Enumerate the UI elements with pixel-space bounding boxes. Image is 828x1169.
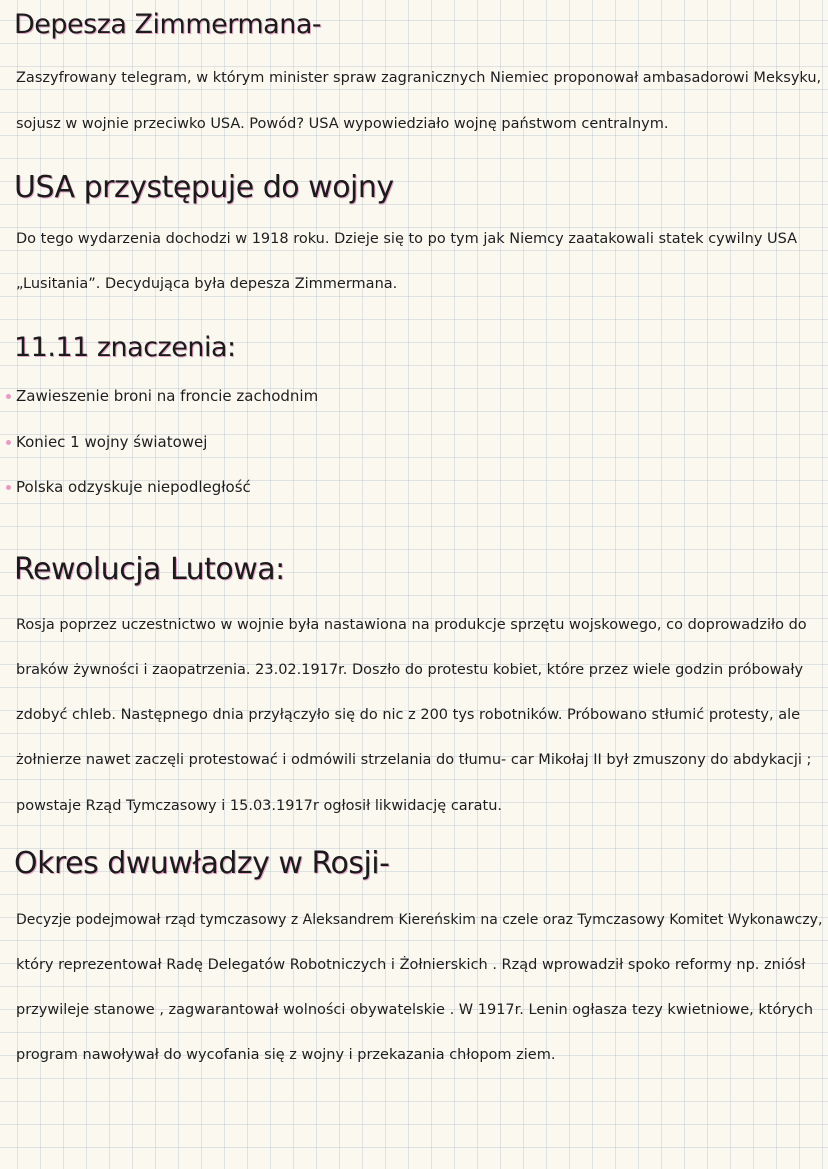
text-line: Rosja poprzez uczestnictwo w wojnie była nastawiona na produkcje sprzętu wojskowego, co doprowadziło do <box>16 617 807 633</box>
section-title-dual-power: Okres dwuwładzy w Rosji- <box>14 846 390 881</box>
text-line: przywileje stanowe , zagwarantował wolności obywatelskie . W 1917r. Lenin ogłasza tezy kwietniowe, których <box>16 1002 814 1018</box>
list-item <box>6 477 251 497</box>
section-title-armistice: 11.11 znaczenia: <box>14 332 236 363</box>
section-title-february-revolution: Rewolucja Lutowa: <box>14 552 285 587</box>
text-line: który reprezentował Radę Delegatów Robotniczych i Żołnierskich . Rząd wprowadził spoko reformy np. zniósł <box>16 957 806 973</box>
list-item-text: Koniec 1 wojny światowej <box>16 433 208 451</box>
text-line: żołnierze nawet zaczęli protestować i odmówili strzelania do tłumu- car Mikołaj II był zmuszony do abdykacji ; <box>16 752 812 768</box>
list-item <box>6 386 318 406</box>
section-title-usa-war: USA przystępuje do wojny <box>14 170 394 205</box>
list-item-text: Zawieszenie broni na froncie zachodnim <box>16 387 319 405</box>
section-title-zimmermann: Depesza Zimmermana- <box>14 9 322 40</box>
text-line: program nawoływał do wycofania się z wojny i przekazania chłopom ziem. <box>16 1047 556 1063</box>
text-line: Do tego wydarzenia dochodzi w 1918 roku. Dzieje się to po tym jak Niemcy zaatakowali statek cywilny USA <box>16 231 798 247</box>
list-item-text: Polska odzyskuje niepodległość <box>16 478 251 496</box>
bullet-icon <box>6 394 11 399</box>
text-line: braków żywności i zaopatrzenia. 23.02.1917r. Doszło do protestu kobiet, które przez wiele godzin próbowały <box>16 662 804 678</box>
text-line: sojusz w wojnie przeciwko USA. Powód? USA wypowiedziało wojnę państwom centralnym. <box>16 116 669 132</box>
text-line: „Lusitania”. Decydująca była depesza Zimmermana. <box>16 276 398 292</box>
text-line: Decyzje podejmował rząd tymczasowy z Aleksandrem Kiereńskim na czele oraz Tymczasowy Komitet Wykonawczy, <box>16 912 823 928</box>
bullet-icon <box>6 485 11 490</box>
bullet-icon <box>6 440 11 445</box>
text-line: Zaszyfrowany telegram, w którym minister spraw zagranicznych Niemiec proponował ambasadorowi Meksyku, <box>16 70 822 86</box>
text-line: powstaje Rząd Tymczasowy i 15.03.1917r ogłosił likwidację caratu. <box>16 798 503 814</box>
text-line: zdobyć chleb. Następnego dnia przyłączyło się do nic z 200 tys robotników. Próbowano stłumić protesty, ale <box>16 707 801 723</box>
list-item <box>6 432 207 452</box>
